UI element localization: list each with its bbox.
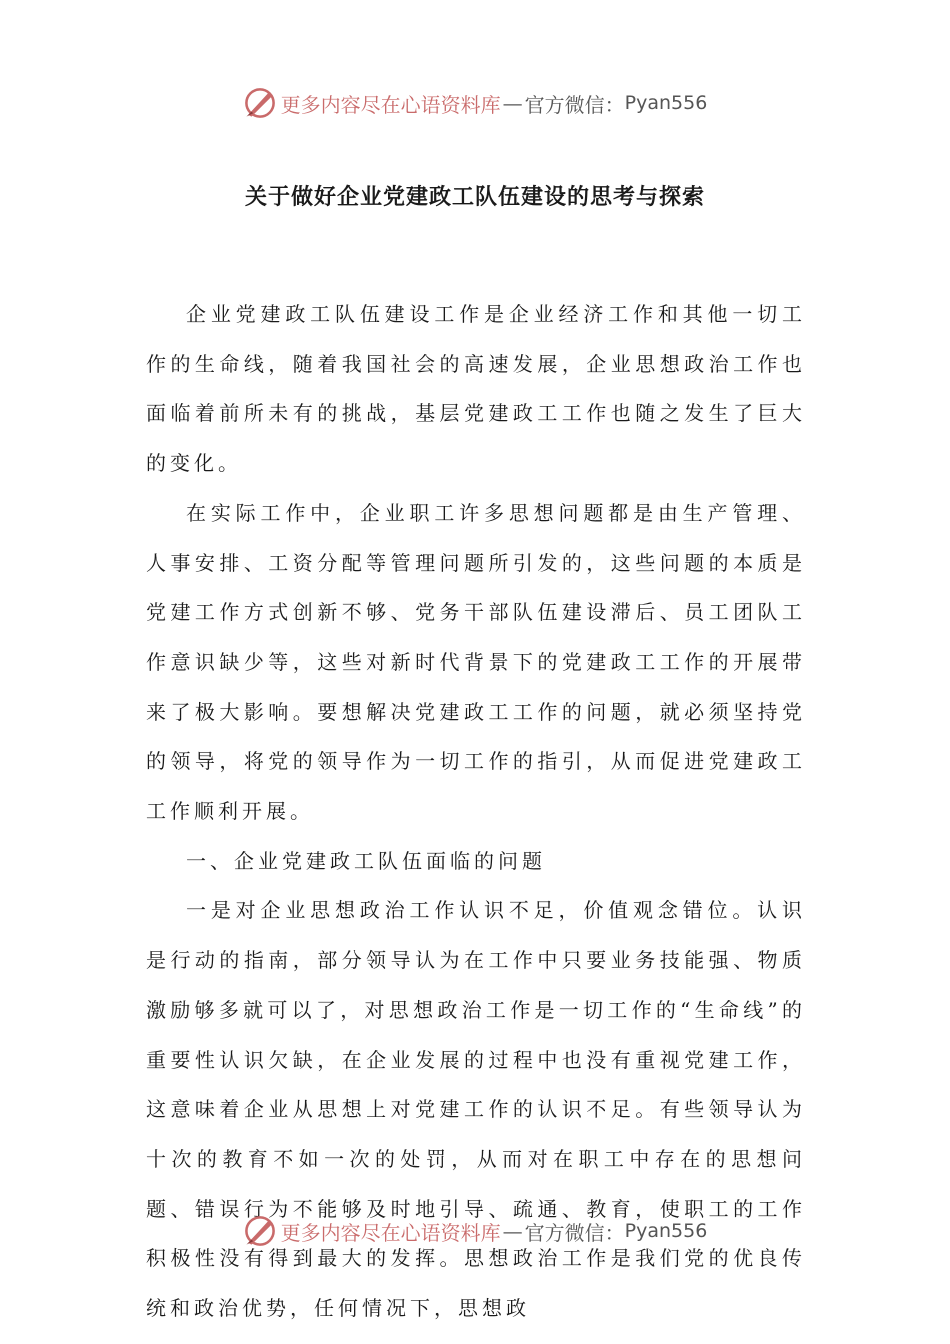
banner-wechat-id: Pyan556 [624, 1220, 708, 1242]
footer-banner [0, 1211, 950, 1251]
header-banner [0, 83, 950, 123]
banner-separator: — [502, 1219, 523, 1243]
quill-pen-logo-icon [243, 1214, 277, 1248]
banner-wechat-label: 官方微信： [524, 1220, 625, 1245]
document-body [146, 290, 806, 1334]
paragraph-intro: 企业党建政工队伍建设工作是企业经济工作和其他一切工作的生命线，随着我国社会的高速发展，企业思想政治工作也面临着前所未有的挑战，基层党建政工工作也随之发生了巨大的变化。 [146, 302, 806, 476]
banner-brand-text: 更多内容尽在心语资料库 [280, 1220, 501, 1245]
banner-wechat-id: Pyan556 [624, 92, 708, 114]
paragraph-problem-one: 一是对企业思想政治工作认识不足，价值观念错位。认识是行动的指南，部分领导认为在工作中只要业务技能强、物质激励够多就可以了，对思想政治工作是一切工作的“生命线”的重要性认识欠缺，在企业发展的过程中也没有重视党建工作，这意味着企业从思想上对党建工作的认识不足。有些领导认为十次的教育不如一次的处罚，从而对在职工中存在的思想问题、错误行为不能够及时地引导、疏通、教育，使职工的工作积极性没有得到最大的发挥。思想政治工作是我们党的优良传统和政治优势，任何情况下，思想政 [146, 898, 806, 1321]
document-title: 关于做好企业党建政工队伍建设的思考与探索 [244, 185, 705, 210]
section-heading-problems: 一、企业党建政工队伍面临的问题 [186, 848, 546, 873]
paragraph-practice: 在实际工作中，企业职工许多思想问题都是由生产管理、人事安排、工资分配等管理问题所引发的，这些问题的本质是党建工作方式创新不够、党务干部队伍建设滞后、员工团队工作意识缺少等，这些对新时代背景下的党建政工工作的开展带来了极大影响。要想解决党建政工工作的问题，就必须坚持党的领导，将党的领导作为一切工作的指引，从而促进党建政工工作顺利开展。 [146, 500, 806, 824]
banner-separator: — [502, 91, 523, 115]
quill-pen-logo-icon [243, 86, 277, 120]
banner-brand-text: 更多内容尽在心语资料库 [280, 92, 501, 117]
banner-wechat-label: 官方微信： [524, 92, 625, 117]
